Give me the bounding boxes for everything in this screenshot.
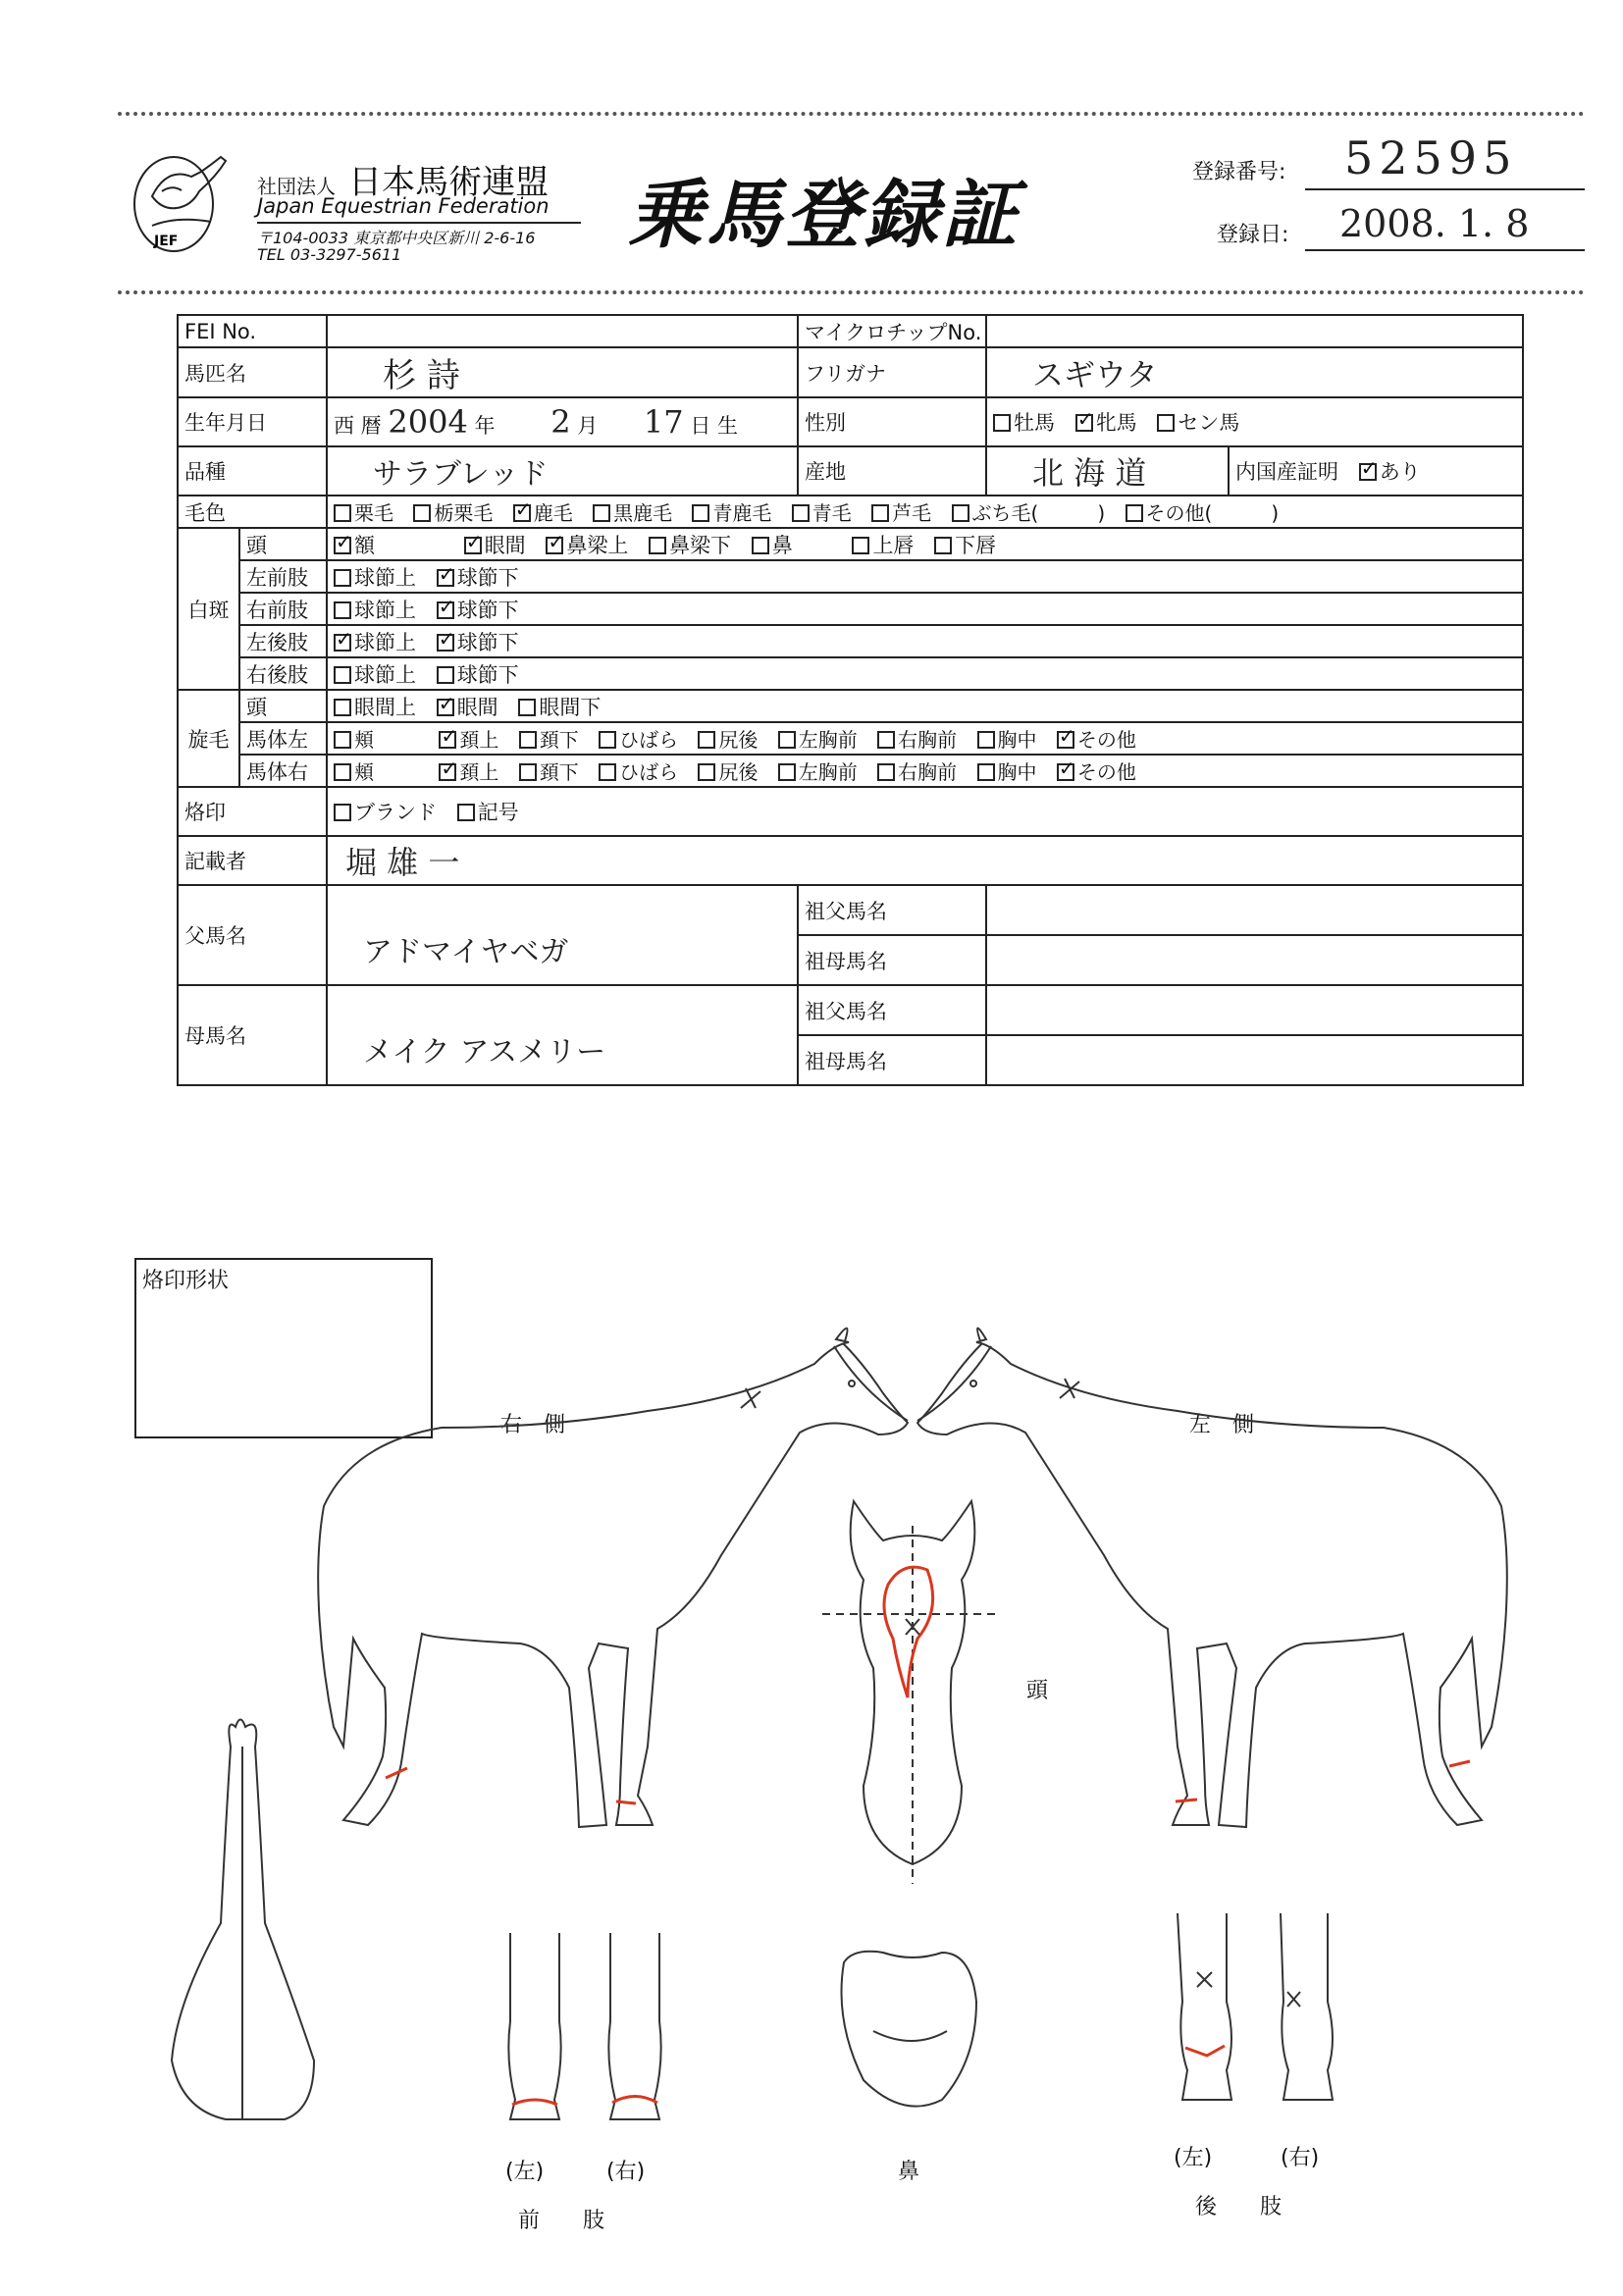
markings-part: 右後肢 [239,657,327,690]
whorl-option[interactable] [977,728,1037,752]
birth-year: 2004 [388,403,468,441]
option-label: 眼間 [484,533,526,557]
checkbox[interactable] [334,731,351,749]
whorl-option[interactable] [518,696,601,719]
chip-value[interactable] [986,315,1523,347]
domestic-option-label: あり [1379,460,1421,484]
granddam-label: 祖母馬名 [798,1035,986,1085]
hind-right-label: (右) [1281,2146,1320,2170]
marking-option[interactable] [934,534,996,557]
paren-close: ) [1271,501,1280,525]
org-address: 〒104-0033 東京都中央区新川 2-6-16 [257,229,536,247]
birth-month: 2 [550,403,571,441]
color-option[interactable] [792,501,852,525]
document-title: 乗馬登録証 [628,171,1021,258]
horse-name-label: 馬匹名 [178,347,327,397]
markings-options [327,560,1523,593]
grandsire-label: 祖父馬名 [798,885,986,935]
whorl-option[interactable] [877,760,957,784]
option-label: セン馬 [1178,411,1240,435]
whorls-options [327,722,1523,755]
color-option[interactable] [871,501,931,525]
markings-part: 頭 [239,528,327,560]
option-label: 胸中 [997,728,1037,752]
checkbox[interactable] [334,537,351,554]
org-prefix: 社団法人 [257,175,336,198]
brand-label: 烙印 [178,787,327,836]
birth-day-unit: 日 生 [690,414,739,438]
whorl-option[interactable] [778,760,858,784]
color-label: 毛色 [178,496,327,528]
birth-value[interactable] [327,397,798,446]
whorl-option[interactable] [437,696,498,719]
writer-label: 記載者 [178,836,327,885]
fei-label: FEI No. [178,315,327,347]
checkbox[interactable] [519,731,537,749]
breed-value[interactable]: サラブレッド [373,457,549,492]
org-name: 日本馬術連盟 [348,163,550,202]
option-label: 頚上 [459,728,499,752]
registration-form [177,314,1524,1086]
sex-option[interactable] [1157,411,1239,435]
option-label: 眼間 [456,695,498,719]
checkbox[interactable] [792,504,810,522]
option-label: ひばら [619,760,679,784]
option-label: 青毛 [812,501,852,525]
granddam-label: 祖母馬名 [798,935,986,985]
checkbox[interactable] [778,731,796,749]
marking-option[interactable] [437,566,519,590]
checkbox[interactable] [437,634,454,652]
header-bottom-divider [118,290,1585,294]
nose-figure [842,1952,977,2107]
writer-value[interactable]: 堀 雄 一 [345,844,460,881]
checkbox[interactable] [334,804,351,821]
option-label: 球節下 [456,662,519,687]
option-label: 頬 [354,760,374,784]
domestic-checkbox[interactable] [1359,463,1377,481]
brand-option[interactable] [457,801,519,824]
checkbox[interactable] [334,763,351,781]
org-name-en: Japan Equestrian Federation [257,194,550,218]
markings-options [327,657,1523,690]
marking-option[interactable] [437,631,519,654]
whorls-label: 旋毛 [178,690,239,787]
domestic-cell [1229,446,1523,496]
grandsire-value[interactable] [986,885,1523,935]
option-label: 右胸前 [898,728,958,752]
birth-era: 西 暦 [334,414,382,438]
markings-part: 左前肢 [239,560,327,593]
horse-top-view-figure [172,1720,314,2120]
birth-month-unit: 月 [577,414,599,438]
chip-label: マイクロチップNo. [798,315,986,347]
option-label: 牡馬 [1014,411,1055,435]
checkbox[interactable] [1057,731,1074,749]
option-label: 牝馬 [1095,411,1137,435]
option-label: ぶち毛( [971,501,1039,525]
checkbox[interactable] [977,763,995,781]
grandsire-value[interactable] [986,985,1523,1035]
option-label: ひばら [619,728,679,752]
color-option[interactable] [1126,501,1280,525]
whorl-option[interactable] [778,728,858,752]
checkbox[interactable] [519,763,537,781]
hindlimbs-figure [1178,1913,1333,2100]
markings-options [327,625,1523,657]
option-label: 芦毛 [892,501,932,525]
color-option[interactable] [593,501,672,525]
checkbox[interactable] [752,537,769,554]
markings-part: 右前肢 [239,593,327,625]
checkbox[interactable] [334,699,351,716]
option-label: 胸中 [997,760,1037,784]
logo-text: JEF [154,234,179,249]
checkbox[interactable] [334,569,351,587]
granddam-value[interactable] [986,1035,1523,1085]
marking-option[interactable] [334,631,416,654]
whorls-options [327,690,1523,722]
option-label: 黒鹿毛 [613,501,673,525]
nose-label: 鼻 [898,2160,920,2184]
checkbox[interactable] [518,699,536,716]
marking-option[interactable] [464,534,526,557]
option-label: 球節下 [456,598,519,622]
right-side-label: 右 側 [500,1413,566,1437]
paren-close: ) [1097,501,1106,525]
checkbox[interactable] [334,504,351,522]
whorl-option[interactable] [439,728,498,752]
whorl-option[interactable] [1057,760,1136,784]
checkbox[interactable] [546,537,563,554]
sex-option[interactable] [1075,411,1137,435]
checkbox[interactable] [877,731,895,749]
hindlimb-label: 後 肢 [1195,2195,1283,2219]
checkbox[interactable] [934,537,952,554]
color-option[interactable] [413,501,493,525]
checkbox[interactable] [437,699,454,716]
whorl-option[interactable] [599,728,678,752]
option-label: 左胸前 [798,760,858,784]
whorl-option[interactable] [334,696,416,719]
whorl-option[interactable] [877,728,957,752]
color-option[interactable] [692,501,771,525]
granddam-value[interactable] [986,935,1523,985]
sire-value[interactable]: アドマイヤベガ [363,935,569,969]
option-label: 左胸前 [798,728,858,752]
whorl-option[interactable] [334,760,374,784]
origin-value[interactable]: 北 海 道 [1032,454,1147,492]
brand-shape-label: 烙印形状 [142,1269,230,1293]
whorl-option[interactable] [698,728,758,752]
sex-option[interactable] [993,411,1055,435]
marking-option[interactable] [334,566,416,590]
option-label: 球節上 [354,565,416,590]
fore-right-label: (右) [606,2160,646,2184]
forelimb-label: 前 肢 [518,2209,605,2233]
jef-logo [123,147,240,265]
reg-no-underline [1305,188,1585,190]
option-label: 頬 [354,728,374,752]
checkbox[interactable] [437,666,454,684]
birth-day: 17 [643,403,684,441]
marking-option[interactable] [852,534,914,557]
checkbox[interactable] [1075,414,1093,432]
checkbox[interactable] [1157,414,1175,432]
markings-label: 白斑 [178,528,239,690]
checkbox[interactable] [413,504,431,522]
option-label: その他 [1076,760,1136,784]
fore-left-label: (左) [505,2160,545,2184]
horse-left-side-figure [917,1329,1507,1827]
option-label: 球節上 [354,662,416,687]
checkbox[interactable] [1126,504,1143,522]
forelimbs-figure [508,1933,660,2119]
horse-name-value[interactable]: 杉 詩 [383,356,460,395]
option-label: 額 [354,533,375,557]
whorl-option[interactable] [698,760,758,784]
option-label: 上唇 [872,533,915,557]
dam-label: 母馬名 [178,985,327,1085]
checkbox[interactable] [649,537,666,554]
option-label: ブランド [354,801,437,824]
option-label: 頚上 [459,760,499,784]
marking-option[interactable] [334,663,416,687]
option-label: 青鹿毛 [712,501,772,525]
checkbox[interactable] [698,763,715,781]
whorl-option[interactable] [599,760,678,784]
color-option[interactable] [952,501,1106,525]
color-option[interactable] [334,501,393,525]
reg-date-value: 2008. 1. 8 [1339,202,1530,245]
breed-label: 品種 [178,446,327,496]
option-label: 球節下 [456,630,519,654]
option-label: 球節下 [456,565,519,590]
head-label: 頭 [1026,1679,1049,1703]
checkbox[interactable] [437,569,454,587]
option-label: 頚下 [539,760,579,784]
whorls-options [327,755,1523,787]
brand-shape-box[interactable] [134,1258,433,1438]
checkbox[interactable] [334,666,351,684]
checkbox[interactable] [334,601,351,619]
whorl-option[interactable] [439,760,498,784]
option-label: 鹿毛 [533,501,573,525]
marking-option[interactable] [334,534,375,557]
checkbox[interactable] [871,504,889,522]
markings-options [327,593,1523,625]
option-label: 球節上 [354,630,416,654]
marking-option[interactable] [334,599,416,622]
grandsire-label: 祖父馬名 [798,985,986,1035]
sex-options [986,397,1523,446]
checkbox[interactable] [457,804,475,821]
reg-date-underline [1305,249,1585,251]
checkbox[interactable] [599,731,616,749]
option-label: 栗毛 [354,501,393,525]
whorls-part: 頭 [239,690,327,722]
option-label: 眼間上 [354,695,416,719]
whorl-option[interactable] [519,760,579,784]
leg-marking-highlights [386,1761,1470,1803]
brand-options [327,787,1523,836]
checkbox[interactable] [513,504,531,522]
checkbox[interactable] [334,634,351,652]
option-label: その他( [1145,501,1213,525]
origin-label: 産地 [798,446,986,496]
checkbox[interactable] [464,537,482,554]
reg-no-value: 52595 [1344,131,1518,184]
option-label: 鼻梁下 [669,533,732,557]
checkbox[interactable] [1057,763,1074,781]
sex-label: 性別 [798,397,986,446]
whorl-option[interactable] [977,760,1037,784]
reg-date-label: 登録日: [1217,223,1289,247]
color-options [327,496,1523,528]
checkbox[interactable] [952,504,969,522]
whorls-part: 馬体左 [239,722,327,755]
color-option[interactable] [513,501,573,525]
header-top-divider [118,112,1585,116]
org-tel: TEL 03-3297-5611 [257,245,402,264]
dam-value[interactable]: メイク アスメリー [363,1035,606,1070]
whorl-option[interactable] [334,728,374,752]
fei-value[interactable] [327,315,798,347]
left-side-label: 左 側 [1189,1413,1255,1437]
org-underline [257,222,581,224]
option-label: 球節上 [354,598,416,622]
hind-left-label: (左) [1174,2146,1213,2170]
checkbox[interactable] [977,731,995,749]
domestic-label: 内国産証明 [1235,460,1338,484]
checkbox[interactable] [439,731,456,749]
option-label: 頚下 [539,728,579,752]
markings-options-head [327,528,1523,560]
marking-option[interactable] [437,663,519,687]
option-label: 眼間下 [539,695,602,719]
checkbox[interactable] [439,763,456,781]
checkbox[interactable] [692,504,709,522]
option-label: 尻後 [718,760,759,784]
sire-label: 父馬名 [178,885,327,985]
option-label: 栃栗毛 [434,501,494,525]
option-label: 尻後 [718,728,759,752]
marking-option[interactable] [437,599,519,622]
option-label: その他 [1076,728,1136,752]
checkbox[interactable] [437,601,454,619]
furigana-value[interactable]: スギウタ [1032,355,1158,393]
checkbox[interactable] [993,414,1011,432]
horse-head-front-figure [822,1501,1001,1884]
option-label: 鼻梁上 [566,533,629,557]
markings-part: 左後肢 [239,625,327,657]
marking-option[interactable] [752,534,793,557]
checkbox[interactable] [593,504,610,522]
checkbox[interactable] [778,763,796,781]
checkbox[interactable] [852,537,869,554]
option-label: 鼻 [771,533,793,557]
birth-label: 生年月日 [178,397,327,446]
whorl-option[interactable] [1057,728,1136,752]
furigana-label: フリガナ [798,347,986,397]
option-label: 右胸前 [898,760,958,784]
marking-option[interactable] [546,534,628,557]
marking-option[interactable] [649,534,731,557]
whorls-part: 馬体右 [239,755,327,787]
whorl-option[interactable] [519,728,579,752]
reg-no-label: 登録番号: [1192,160,1286,184]
brand-option[interactable] [334,801,437,824]
checkbox[interactable] [698,731,715,749]
option-label: 下唇 [955,533,997,557]
checkbox[interactable] [599,763,616,781]
birth-year-unit: 年 [474,414,496,438]
option-label: 記号 [477,801,519,824]
checkbox[interactable] [877,763,895,781]
